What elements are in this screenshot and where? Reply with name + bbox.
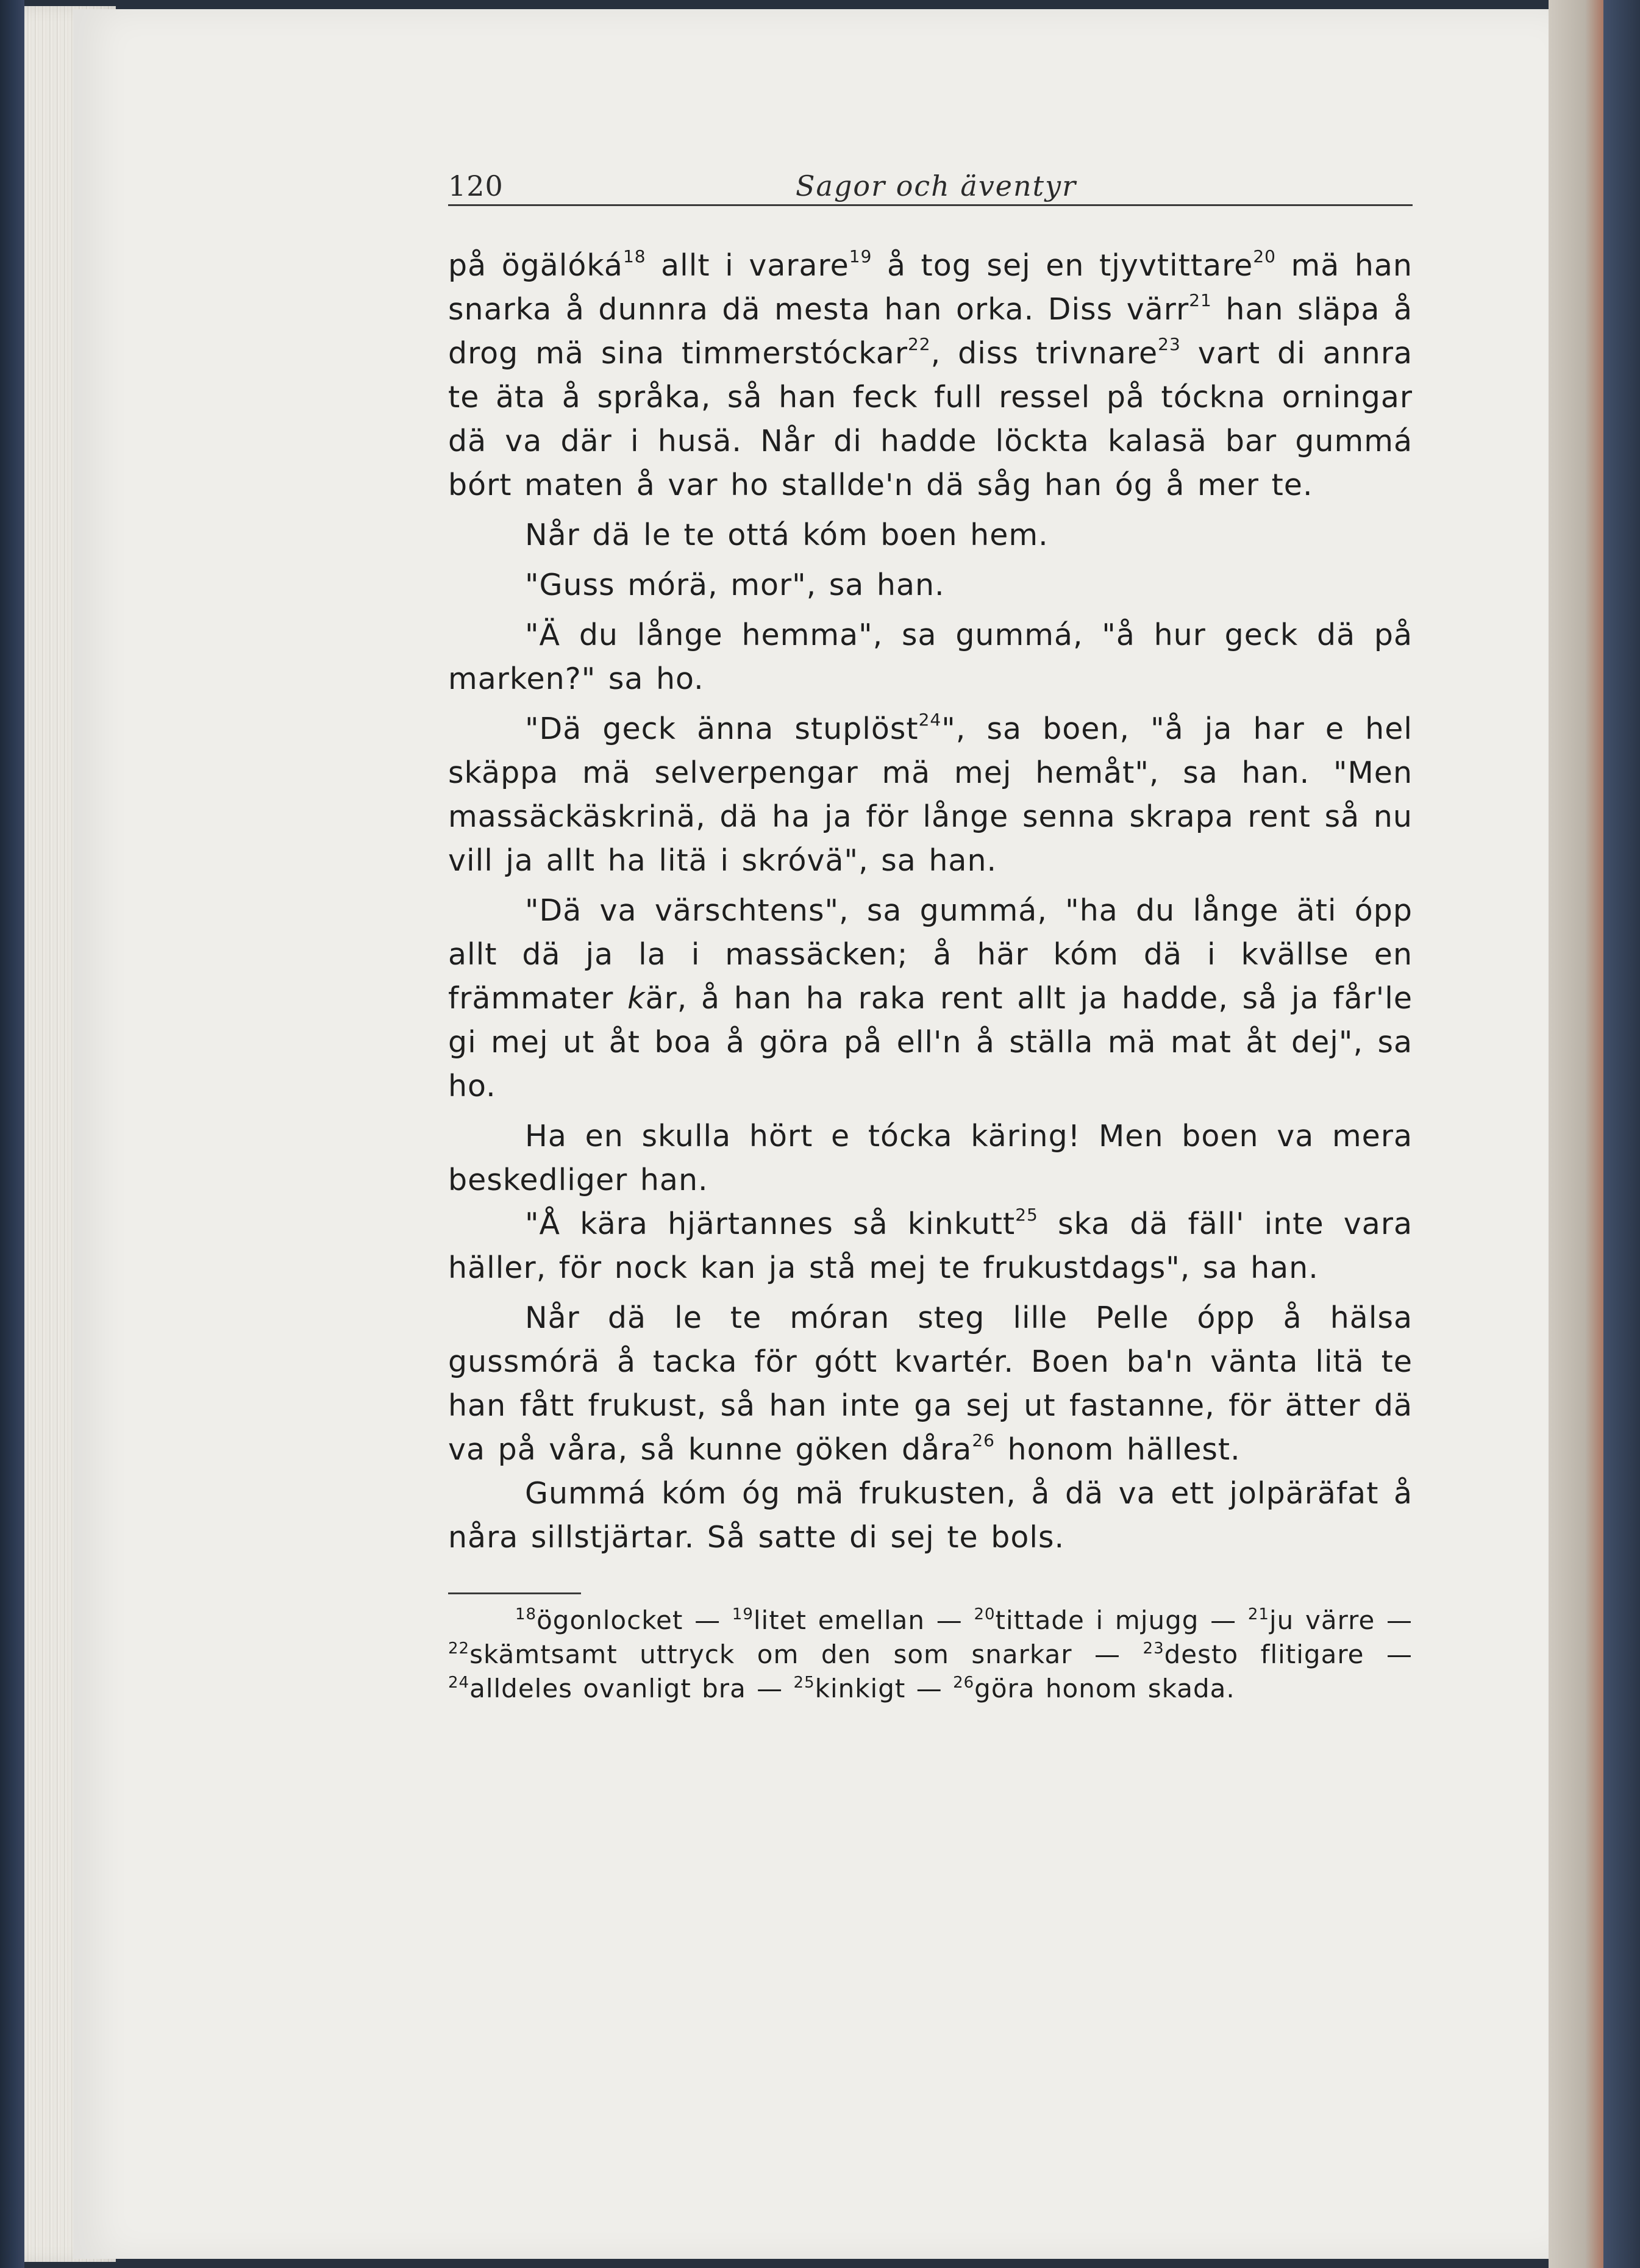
running-title: Sagor och äventyr <box>796 169 1077 202</box>
footnote-ref: 26 <box>972 1430 995 1450</box>
footnote-ref: 21 <box>1189 290 1212 310</box>
footnotes <box>448 1603 1413 1706</box>
paragraph: "Dä geck änna stuplöst$^{24}$", sa boen, "å ja har e hel skäppa mä selverpengar mä mej hemåt", sa han. "Men massäckäskrinä, dä ha ja för långe senna skrapa rent så nu vill ja allt ha litä i skróvä", sa han. <box>448 710 1413 878</box>
footnote-block: $^{18}$ögonlocket — $^{19}$litet emellan — $^{20}$tittade i mjugg — $^{21}$ju värre — $^{22}$skämtsamt uttryck om den som snarkar — $^{23}$desto flitigare — $^{24}$alldeles ovanligt bra — $^{25}$kinkigt — $^{26}$göra honom skada. <box>448 1605 1413 1703</box>
right-page-stack <box>1549 0 1640 2268</box>
body-text <box>448 244 1413 1560</box>
footnote-ref: 18 <box>622 246 646 266</box>
paragraph: Når dä le te ottá kóm boen hem. <box>525 518 1049 552</box>
paragraph: "Å kära hjärtannes så kinkutt$^{25}$ ska dä fäll' inte vara häller, för nock kan ja stå mej te frukustdags", sa han. <box>448 1205 1413 1285</box>
paragraph: Ha en skulla hört e tócka käring! Men boen va mera beskedliger han. <box>448 1119 1413 1197</box>
page-number: 120 <box>448 169 504 202</box>
paragraph: "Dä va värschtens", sa gummá, "ha du långe äti ópp allt dä ja la i massäcken; å här kóm dä i kvällse en främmater kär, å han ha raka rent allt ja hadde, så ja får'le gi mej ut åt boa å göra på ell'n å ställa mä mat åt dej", sa ho. <box>448 893 1413 1104</box>
footnote-rule <box>448 1592 581 1594</box>
header-rule <box>448 204 1413 206</box>
footnote-ref: 25 <box>1015 1205 1038 1225</box>
page-header <box>448 165 1411 207</box>
footnote-ref: 20 <box>1253 246 1276 266</box>
paragraph: Gummá kóm óg mä frukusten, å dä va ett jolpäräfat å nåra sillstjärtar. Så satte di sej te bols. <box>448 1476 1413 1555</box>
footnote-ref: 23 <box>1158 334 1181 354</box>
book-spine-edge <box>0 0 24 2268</box>
paragraph: Når dä le te móran steg lille Pelle ópp å hälsa gussmórä å tacka för gótt kvartér. Boen ba'n vänta litä te han fått frukust, så han inte ga sej ut fastanne, för ätter dä va på våra, så kunne göken dåra$^{26}$ honom hällest. <box>448 1300 1413 1467</box>
book-cover-edge <box>1603 0 1640 2268</box>
footnote-ref: 24 <box>918 710 942 730</box>
paragraph: "Guss mórä, mor", sa han. <box>525 568 945 602</box>
footnote-ref: 22 <box>907 334 931 354</box>
paragraph: "Ä du långe hemma", sa gummá, "å hur geck dä på marken?" sa ho. <box>448 618 1413 696</box>
paragraph: på ögälóká$^{18}$ allt i varare$^{19}$ å tog sej en tjyvtittare$^{20}$ mä han snarka å dunnra dä mesta han orka. Diss värr$^{21}$ han släpa å drog mä sina timmerstóckar$^{22}$, diss trivnare$^{23}$ vart di annra te äta å språka, så han feck full ressel på tóckna orningar dä va där i husä. Når di hadde löckta kalasä bar gummá bórt maten å var ho stallde'n dä såg han óg å mer te. <box>448 246 1413 502</box>
footnote-ref: 19 <box>849 246 872 266</box>
